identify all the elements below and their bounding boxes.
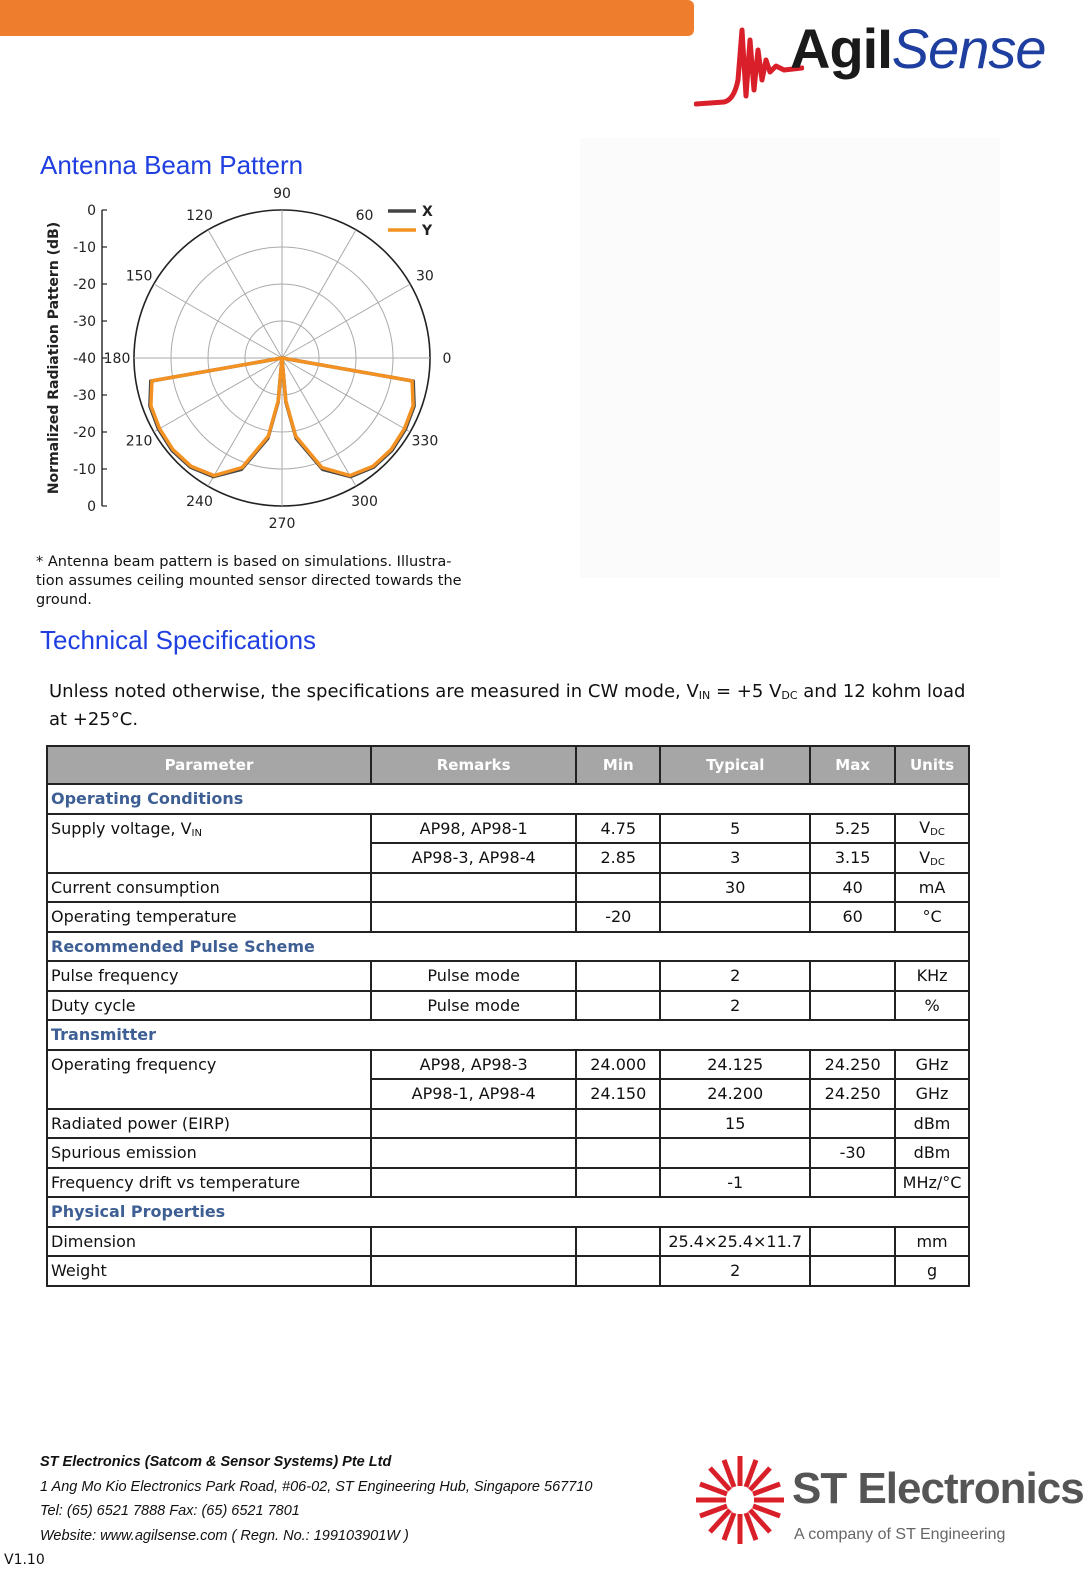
polar-grid-spoke: [208, 230, 282, 358]
supply-sub: IN: [191, 827, 202, 839]
cell-min: [576, 961, 660, 991]
cell-param: Current consumption: [47, 873, 371, 903]
radial-tick-label: -30: [73, 388, 96, 404]
cell-min: [576, 991, 660, 1021]
intro-part2: = +5 V: [710, 681, 782, 702]
radial-tick-label: -20: [73, 425, 96, 441]
cell-typical: 24.125: [660, 1050, 810, 1080]
cell-remarks: [371, 1109, 576, 1139]
intro-sub-in: IN: [698, 689, 711, 702]
polar-angle-label: 30: [415, 268, 434, 285]
st-electronics-logo: [694, 1448, 1086, 1558]
cell-typical: 2: [660, 961, 810, 991]
section-transmitter: Transmitter: [47, 1020, 969, 1050]
cell-remarks: Pulse mode: [371, 991, 576, 1021]
cell-min: 24.000: [576, 1050, 660, 1080]
cell-remarks: AP98, AP98-3: [371, 1050, 576, 1080]
cell-min: [576, 1138, 660, 1168]
unit-sub: DC: [930, 856, 945, 868]
radial-tick-label: -20: [73, 277, 96, 293]
radial-tick-label: -10: [73, 240, 96, 256]
cell-remarks: [371, 1168, 576, 1198]
polar-angle-label: 90: [273, 186, 291, 202]
table-row: [47, 873, 969, 903]
cell-typical: [660, 1138, 810, 1168]
cell-typical: 3: [660, 843, 810, 873]
table-row: [47, 1050, 969, 1080]
polar-angle-label: 330: [411, 433, 439, 450]
legend-label-x: X: [422, 204, 433, 220]
cell-max: 40: [810, 873, 895, 903]
st-logo-tagline: A company of ST Engineering: [794, 1526, 1006, 1543]
polar-angle-label: 0: [442, 351, 452, 367]
cell-typical: [660, 902, 810, 932]
cell-units: [895, 843, 969, 873]
cell-units: [895, 814, 969, 844]
beam-pattern-title: Antenna Beam Pattern: [40, 150, 304, 180]
cell-remarks: [371, 1138, 576, 1168]
cell-units: GHz: [895, 1050, 969, 1080]
cell-typical: 2: [660, 1256, 810, 1286]
cell-units: %: [895, 991, 969, 1021]
cell-param: Radiated power (EIRP): [47, 1109, 371, 1139]
specs-intro: [49, 680, 969, 732]
param-operating-frequency: Operating frequency: [47, 1050, 371, 1109]
table-row: [47, 902, 969, 932]
cell-remarks: AP98-3, AP98-4: [371, 843, 576, 873]
footer-website: Website: www.agilsense.com ( Regn. No.: 199103901W ): [40, 1527, 409, 1544]
cell-param: Spurious emission: [47, 1138, 371, 1168]
cell-min: [576, 1168, 660, 1198]
cell-remarks: AP98-1, AP98-4: [371, 1079, 576, 1109]
footer-contact: [40, 1450, 592, 1548]
unit-sub: DC: [930, 827, 945, 839]
tech-specs-title: Technical Specifications: [40, 625, 317, 655]
legend-label-y: Y: [422, 223, 433, 239]
supply-label: Supply voltage, V: [51, 818, 192, 838]
cell-max: [810, 1227, 895, 1257]
radial-tick-label: 0: [87, 203, 96, 219]
footer-phone: Tel: (65) 6521 7888 Fax: (65) 6521 7801: [40, 1503, 300, 1519]
cell-min: [576, 1256, 660, 1286]
cell-remarks: [371, 873, 576, 903]
cell-units: KHz: [895, 961, 969, 991]
cell-min: [576, 873, 660, 903]
version-label: V1.10: [4, 1552, 45, 1568]
cell-remarks: [371, 1256, 576, 1286]
beam-pattern-note: * Antenna beam pattern is based on simulations. Illustra-tion assumes ceiling mounted sensor directed towards the ground.: [36, 554, 462, 608]
cell-units: °C: [895, 902, 969, 932]
cell-max: [810, 1256, 895, 1286]
polar-angle-label: 270: [268, 516, 296, 532]
agilsense-logo: [694, 10, 1086, 114]
cell-typical: 5: [660, 814, 810, 844]
header-typical: Typical: [660, 746, 810, 784]
cell-typical: 15: [660, 1109, 810, 1139]
beam-pattern-chart: [36, 180, 476, 540]
table-row: [47, 1168, 969, 1198]
polar-grid-spoke: [282, 230, 356, 358]
cell-units: g: [895, 1256, 969, 1286]
cell-units: mm: [895, 1227, 969, 1257]
header-parameter: Parameter: [47, 746, 371, 784]
cell-max: 3.15: [810, 843, 895, 873]
header-remarks: Remarks: [371, 746, 576, 784]
cell-max: [810, 1109, 895, 1139]
section-row: [47, 1197, 969, 1227]
radial-tick-label: -40: [73, 351, 96, 367]
section-row: [47, 932, 969, 962]
table-row: [47, 1138, 969, 1168]
polar-angle-label: 300: [351, 493, 378, 510]
intro-sub-dc: DC: [781, 689, 798, 702]
table-row: [47, 1256, 969, 1286]
header-accent-bar: [0, 0, 694, 36]
intro-part1: Unless noted otherwise, the specifications are measured in CW mode, V: [49, 681, 699, 702]
intro-part3: and 12 kohm load at +25°C.: [49, 681, 966, 730]
cell-max: 5.25: [810, 814, 895, 844]
cell-max: -30: [810, 1138, 895, 1168]
cell-units: MHz/°C: [895, 1168, 969, 1198]
cell-param: Dimension: [47, 1227, 371, 1257]
radial-tick-label: -10: [73, 462, 96, 478]
section-row: [47, 784, 969, 814]
cell-min: 4.75: [576, 814, 660, 844]
st-logo-name: ST Electronics: [792, 1464, 1084, 1513]
table-row: [47, 961, 969, 991]
header-max: Max: [810, 746, 895, 784]
section-pulse-scheme: Recommended Pulse Scheme: [47, 932, 969, 962]
section-physical-properties: Physical Properties: [47, 1197, 969, 1227]
table-row: [47, 991, 969, 1021]
cell-remarks: Pulse mode: [371, 961, 576, 991]
polar-angle-label: 180: [103, 351, 131, 367]
table-row: [47, 1227, 969, 1257]
cell-remarks: AP98, AP98-1: [371, 814, 576, 844]
polar-angle-label: 210: [125, 433, 153, 450]
cell-typical: -1: [660, 1168, 810, 1198]
cell-max: 24.250: [810, 1050, 895, 1080]
header-units: Units: [895, 746, 969, 784]
cell-min: 24.150: [576, 1079, 660, 1109]
signal-wave-icon: [694, 10, 804, 114]
polar-angle-label: 240: [186, 493, 213, 510]
cell-param: Duty cycle: [47, 991, 371, 1021]
logo-text-sense: Sense: [891, 17, 1046, 80]
polar-chart-svg: [36, 180, 476, 540]
product-image-placeholder: [580, 138, 1000, 578]
footer-company: ST Electronics (Satcom & Sensor Systems) Pte Ltd: [40, 1454, 392, 1470]
unit-text: V: [919, 818, 931, 838]
cell-min: [576, 1109, 660, 1139]
specifications-table: [46, 745, 970, 1287]
polar-grid-spoke: [282, 284, 410, 358]
cell-max: [810, 991, 895, 1021]
radial-tick-label: 0: [87, 499, 96, 515]
polar-angle-label: 150: [125, 268, 153, 285]
logo-wordmark: [790, 16, 1046, 81]
cell-min: -20: [576, 902, 660, 932]
logo-text-agil: AgiI: [790, 17, 892, 80]
y-axis-label: Normalized Radiation Pattern (dB): [46, 221, 62, 495]
table-row: [47, 814, 969, 844]
section-operating-conditions: Operating Conditions: [47, 784, 969, 814]
table-row: [47, 1109, 969, 1139]
cell-max: [810, 961, 895, 991]
param-supply-voltage: [47, 814, 371, 873]
cell-typical: 2: [660, 991, 810, 1021]
cell-max: 24.250: [810, 1079, 895, 1109]
st-starburst-icon: [694, 1448, 790, 1558]
cell-remarks: [371, 1227, 576, 1257]
polar-grid-spoke: [154, 284, 282, 358]
table-header-row: [47, 746, 969, 784]
cell-typical: 25.4×25.4×11.7: [660, 1227, 810, 1257]
cell-units: dBm: [895, 1109, 969, 1139]
polar-angle-label: 60: [355, 208, 374, 225]
polar-angle-label: 120: [186, 208, 213, 225]
header-min: Min: [576, 746, 660, 784]
cell-units: dBm: [895, 1138, 969, 1168]
cell-units: mA: [895, 873, 969, 903]
unit-text: V: [919, 847, 931, 867]
section-row: [47, 1020, 969, 1050]
cell-param: Pulse frequency: [47, 961, 371, 991]
cell-min: [576, 1227, 660, 1257]
radial-tick-label: -30: [73, 314, 96, 330]
cell-typical: 30: [660, 873, 810, 903]
cell-typical: 24.200: [660, 1079, 810, 1109]
footer-address: 1 Ang Mo Kio Electronics Park Road, #06-02, ST Engineering Hub, Singapore 567710: [40, 1478, 593, 1495]
cell-param: Operating temperature: [47, 902, 371, 932]
cell-min: 2.85: [576, 843, 660, 873]
cell-param: Frequency drift vs temperature: [47, 1168, 371, 1198]
cell-remarks: [371, 902, 576, 932]
cell-units: GHz: [895, 1079, 969, 1109]
cell-max: [810, 1168, 895, 1198]
cell-param: Weight: [47, 1256, 371, 1286]
cell-max: 60: [810, 902, 895, 932]
